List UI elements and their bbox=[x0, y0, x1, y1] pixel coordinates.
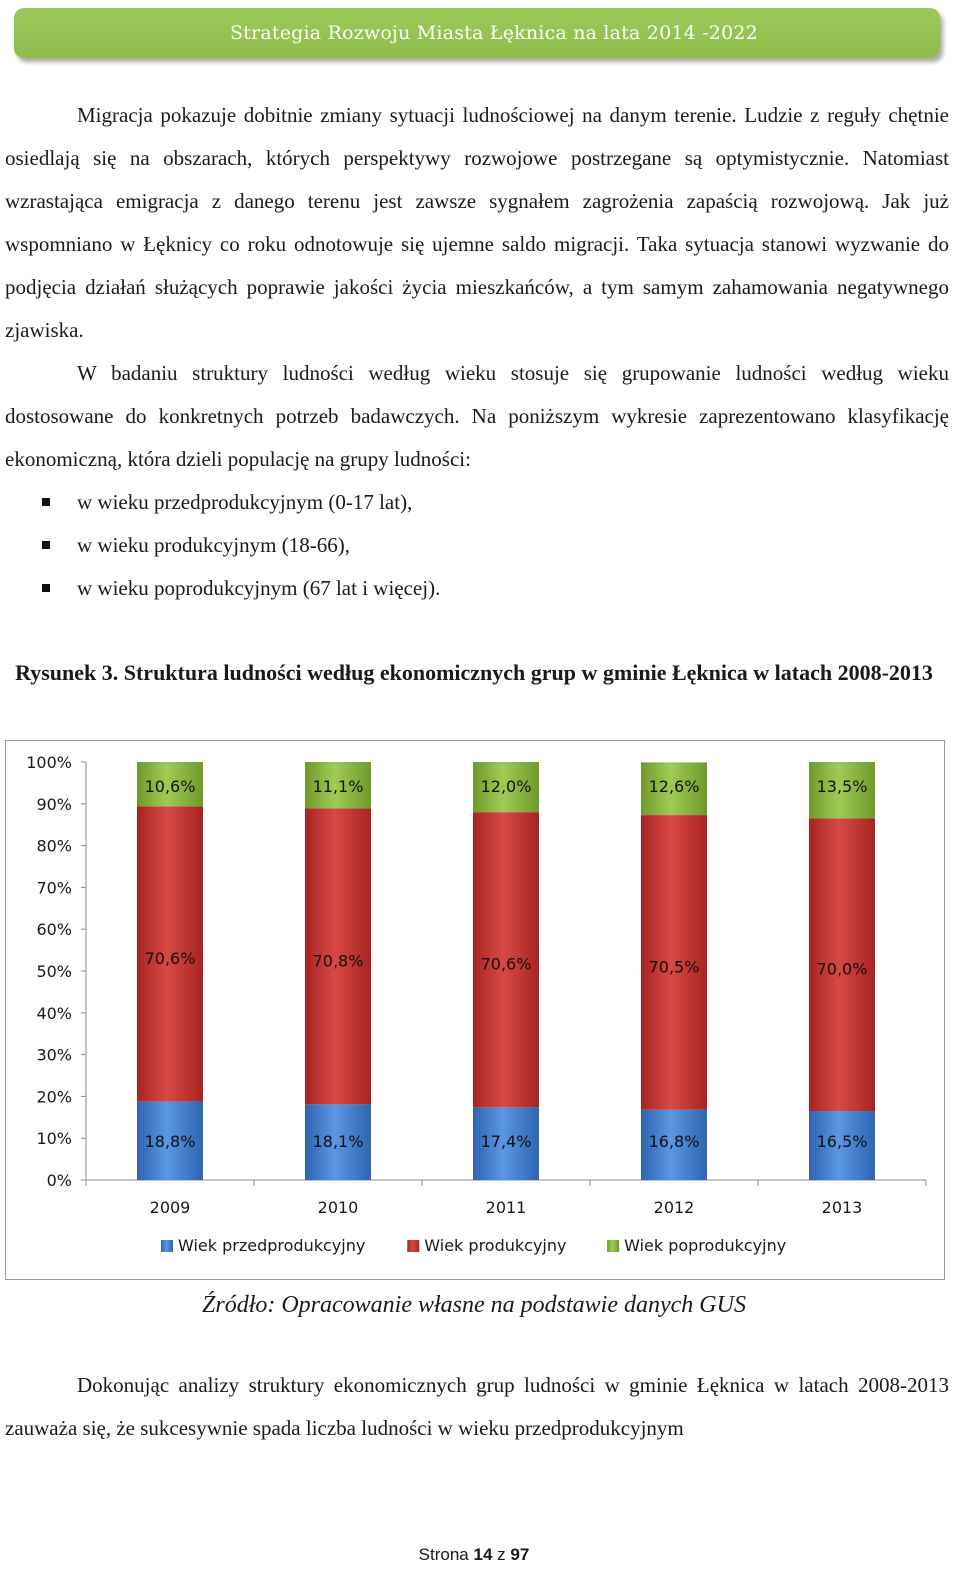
data-label: 70,0% bbox=[816, 959, 868, 979]
y-tick-label: 70% bbox=[36, 878, 72, 898]
x-tick-label: 2013 bbox=[821, 1198, 863, 1217]
x-tick-label: 2012 bbox=[653, 1198, 695, 1217]
paragraph-migration bbox=[5, 94, 949, 352]
data-label: 70,5% bbox=[648, 957, 700, 977]
data-label: 10,6% bbox=[144, 777, 196, 796]
data-label: 18,1% bbox=[312, 1132, 364, 1151]
x-tick-label: 2009 bbox=[149, 1198, 191, 1217]
footer-prefix: Strona bbox=[418, 1545, 469, 1564]
figure-source: Źródło: Opracowanie własne na podstawie danych GUS bbox=[202, 1292, 746, 1318]
header-title: Strategia Rozwoju Miasta Łęknica na lata 2014 -2022 bbox=[230, 22, 758, 44]
bullet-square-icon bbox=[42, 541, 50, 549]
legend-swatch bbox=[407, 1240, 419, 1252]
y-tick-label: 90% bbox=[36, 794, 72, 814]
y-tick-label: 60% bbox=[36, 920, 72, 940]
y-tick-label: 0% bbox=[46, 1171, 72, 1190]
page-total: 97 bbox=[510, 1545, 530, 1564]
legend-swatch bbox=[607, 1240, 619, 1252]
stacked-bar-chart bbox=[6, 741, 944, 1279]
data-label: 16,5% bbox=[816, 1132, 868, 1151]
paragraph-age-structure-text: W badaniu struktury ludności według wieku stosuje się grupowanie ludności według wieku dostosowane do konkretnych potrzeb badawczych. Na poniższym wykresie zaprezentowano klasyfikację ekonomiczną, która dzieli populację na grupy ludności: bbox=[5, 361, 949, 471]
data-label: 12,6% bbox=[648, 777, 700, 796]
bullet-square-icon bbox=[42, 584, 50, 592]
y-tick-label: 100% bbox=[26, 753, 72, 772]
chart-frame bbox=[5, 740, 945, 1280]
paragraph-analysis-text: Dokonując analizy struktury ekonomicznych grup ludności w gminie Łęknica w latach 2008-2013 zauważa się, że sukcesywnie spada liczba ludności w wieku przedprodukcyjnym bbox=[5, 1373, 949, 1440]
data-label: 70,6% bbox=[144, 948, 196, 968]
x-tick-label: 2011 bbox=[485, 1198, 527, 1217]
y-tick-label: 10% bbox=[36, 1129, 72, 1149]
data-label: 18,8% bbox=[144, 1132, 196, 1151]
y-tick-label: 80% bbox=[36, 836, 72, 856]
page-number: 14 bbox=[473, 1545, 493, 1564]
data-label: 16,8% bbox=[648, 1132, 700, 1151]
list-item bbox=[5, 481, 905, 524]
legend-swatch bbox=[161, 1240, 173, 1252]
legend-label: Wiek przedprodukcyjny bbox=[178, 1236, 366, 1255]
data-label: 17,4% bbox=[480, 1132, 532, 1151]
figure-title: Rysunek 3. Struktura ludności według ekonomicznych grup w gminie Łęknica w latach 2008-2013 bbox=[15, 660, 933, 685]
paragraph-age-structure bbox=[5, 352, 949, 481]
data-label: 11,1% bbox=[312, 777, 364, 796]
legend-label: Wiek poprodukcyjny bbox=[624, 1236, 787, 1255]
list-item bbox=[5, 524, 905, 567]
paragraph-migration-text: Migracja pokazuje dobitnie zmiany sytuacji ludnościowej na danym terenie. Ludzie z reguły chętnie osiedlają się na obszarach, których perspektywy rozwojowe postrzegane są optymistycznie. Natomiast wzrastająca emigracja z danego terenu jest zawsze sygnałem zagrożenia zapaścią rozwojową. Jak już wspomniano w Łęknicy co roku odnotowuje się ujemne saldo migracji. Taka sytuacja stanowi wyzwanie do podjęcia działań służących poprawie jakości życia mieszkańców, a tym samym zahamowania negatywnego zjawiska. bbox=[5, 103, 949, 342]
footer-separator: z bbox=[497, 1545, 506, 1564]
list-item-text: w wieku produkcyjnym (18-66), bbox=[77, 533, 350, 557]
data-label: 12,0% bbox=[480, 777, 532, 796]
data-label: 70,8% bbox=[312, 951, 364, 971]
list-item bbox=[5, 567, 905, 610]
list-item-text: w wieku poprodukcyjnym (67 lat i więcej). bbox=[77, 576, 441, 600]
list-item-text: w wieku przedprodukcyjnym (0-17 lat), bbox=[77, 490, 413, 514]
y-tick-label: 30% bbox=[36, 1045, 72, 1065]
page-footer bbox=[0, 1545, 948, 1565]
y-tick-label: 20% bbox=[36, 1087, 72, 1107]
legend-label: Wiek produkcyjny bbox=[424, 1236, 567, 1255]
y-tick-label: 40% bbox=[36, 1003, 72, 1023]
data-label: 70,6% bbox=[480, 954, 532, 974]
age-groups-list bbox=[5, 481, 905, 610]
data-label: 13,5% bbox=[816, 777, 868, 796]
y-tick-label: 50% bbox=[36, 962, 72, 981]
paragraph-analysis bbox=[5, 1364, 949, 1450]
x-tick-label: 2010 bbox=[317, 1198, 359, 1217]
bullet-square-icon bbox=[42, 498, 50, 506]
